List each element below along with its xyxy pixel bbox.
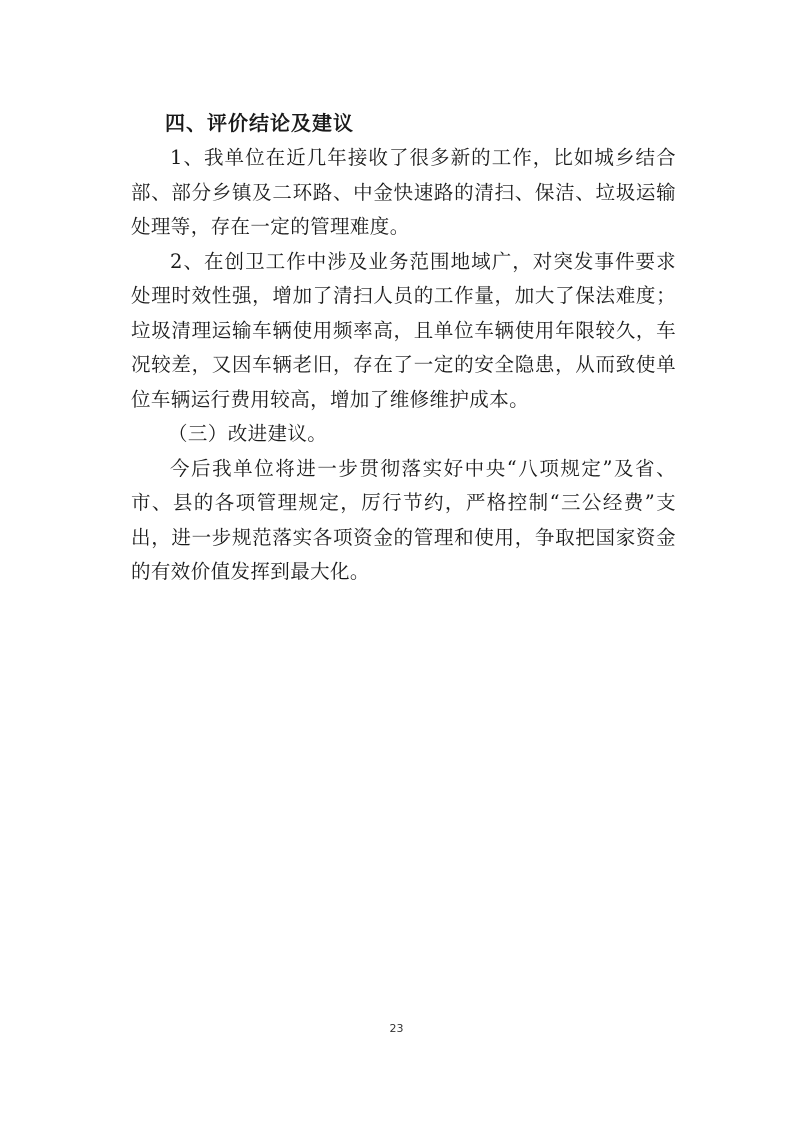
paragraph-workload-vehicles: 2、在创卫工作中涉及业务范围地域广，对突发事件要求处理时效性强，增加了清扫人员的工作量，加大了保法难度；垃圾清理运输车辆使用频率高，且单位车辆使用年限较久，车况较差，又因车辆老旧，存在了一定的安全隐患，从而致使单位车辆运行费用较高，增加了维修维护成本。 — [131, 249, 676, 411]
paragraph-management-difficulty: 1、我单位在近几年接收了很多新的工作，比如城乡结合部、部分乡镇及二环路、中金快速路的清扫、保洁、垃圾运输处理等，存在一定的管理难度。 — [131, 146, 676, 238]
page-content — [131, 105, 676, 590]
section-heading: 四、评价结论及建议 — [165, 111, 354, 135]
page-number: 23 — [389, 1022, 404, 1035]
paragraph-future-plan: 今后我单位将进一步贯彻落实好中央“八项规定”及省、市、县的各项管理规定，厉行节约，严格控制“三公经费”支出，进一步规范落实各项资金的管理和使用，争取把国家资金的有效价值发挥到最大化。 — [131, 456, 676, 583]
subheading-improvement: （三）改进建议。 — [168, 422, 328, 445]
